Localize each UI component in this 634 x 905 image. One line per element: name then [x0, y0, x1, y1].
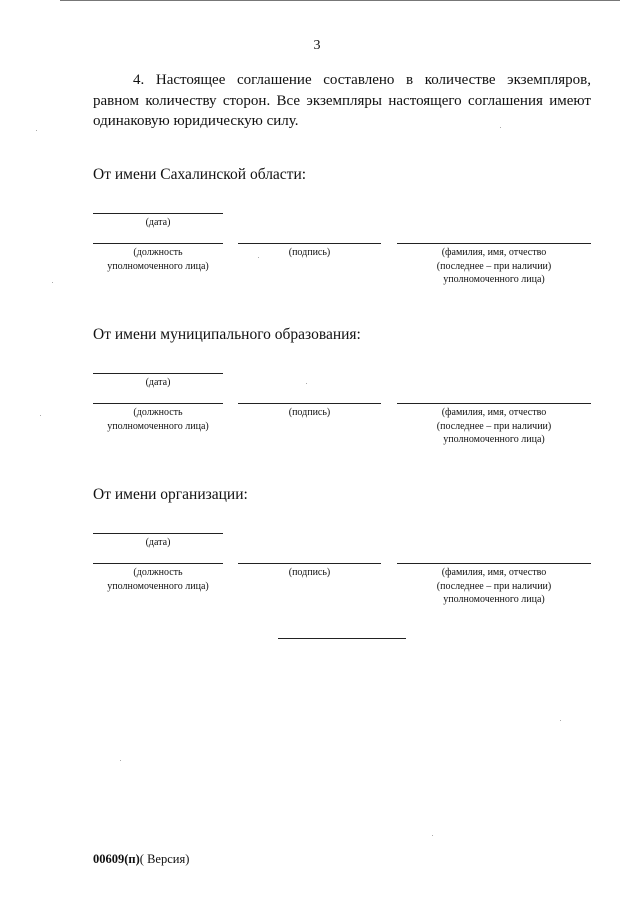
- footer-code: 00609(п): [93, 852, 140, 866]
- scan-speck: [36, 130, 37, 131]
- name-line: [397, 403, 591, 404]
- position-caption: (должность уполномоченного лица): [107, 407, 209, 432]
- date-line: [93, 533, 223, 534]
- signature-line: [238, 243, 381, 244]
- position-caption: (должность уполномоченного лица): [107, 567, 209, 592]
- name-line: [397, 563, 591, 564]
- top-edge-rule: [60, 0, 620, 1]
- section-title: От имени муниципального образования:: [93, 326, 361, 343]
- name-caption: (фамилия, имя, отчество (последнее – при наличии) уполномоченного лица): [436, 247, 552, 285]
- agreement-paragraph: [93, 70, 591, 132]
- scan-speck: [40, 415, 41, 416]
- section-title: От имени Сахалинской области:: [93, 166, 307, 183]
- position-line: [93, 243, 223, 244]
- position-line: [93, 563, 223, 564]
- signature-caption: (подпись): [288, 247, 331, 258]
- date-caption: (дата): [145, 377, 171, 388]
- footer-version: ( Версия): [139, 852, 190, 866]
- scan-speck: [560, 720, 561, 721]
- section-title: От имени организации:: [93, 486, 248, 503]
- document-footer: [93, 852, 189, 867]
- date-line: [93, 213, 223, 214]
- signature-line: [238, 563, 381, 564]
- scan-speck: [52, 282, 53, 283]
- scan-speck: [432, 835, 433, 836]
- paragraph-text: 4. Настоящее соглашение составлено в количестве экземпляров, равном количеству сторон. Все экземпляры настоящего соглашения имеют одинаковую юридическую силу.: [93, 72, 591, 129]
- position-caption: (должность уполномоченного лица): [107, 247, 209, 272]
- date-caption: (дата): [145, 537, 171, 548]
- signature-caption: (подпись): [288, 407, 331, 418]
- scan-speck: [120, 760, 121, 761]
- signature-caption: (подпись): [288, 567, 331, 578]
- name-line: [397, 243, 591, 244]
- date-line: [93, 373, 223, 374]
- scan-speck: [258, 257, 259, 258]
- end-of-document-rule: [278, 638, 406, 639]
- page-number: 3: [313, 38, 321, 53]
- signature-line: [238, 403, 381, 404]
- scan-speck: [500, 127, 501, 128]
- position-line: [93, 403, 223, 404]
- date-caption: (дата): [145, 217, 171, 228]
- name-caption: (фамилия, имя, отчество (последнее – при наличии) уполномоченного лица): [436, 567, 552, 605]
- scan-speck: [306, 383, 307, 384]
- name-caption: (фамилия, имя, отчество (последнее – при наличии) уполномоченного лица): [436, 407, 552, 445]
